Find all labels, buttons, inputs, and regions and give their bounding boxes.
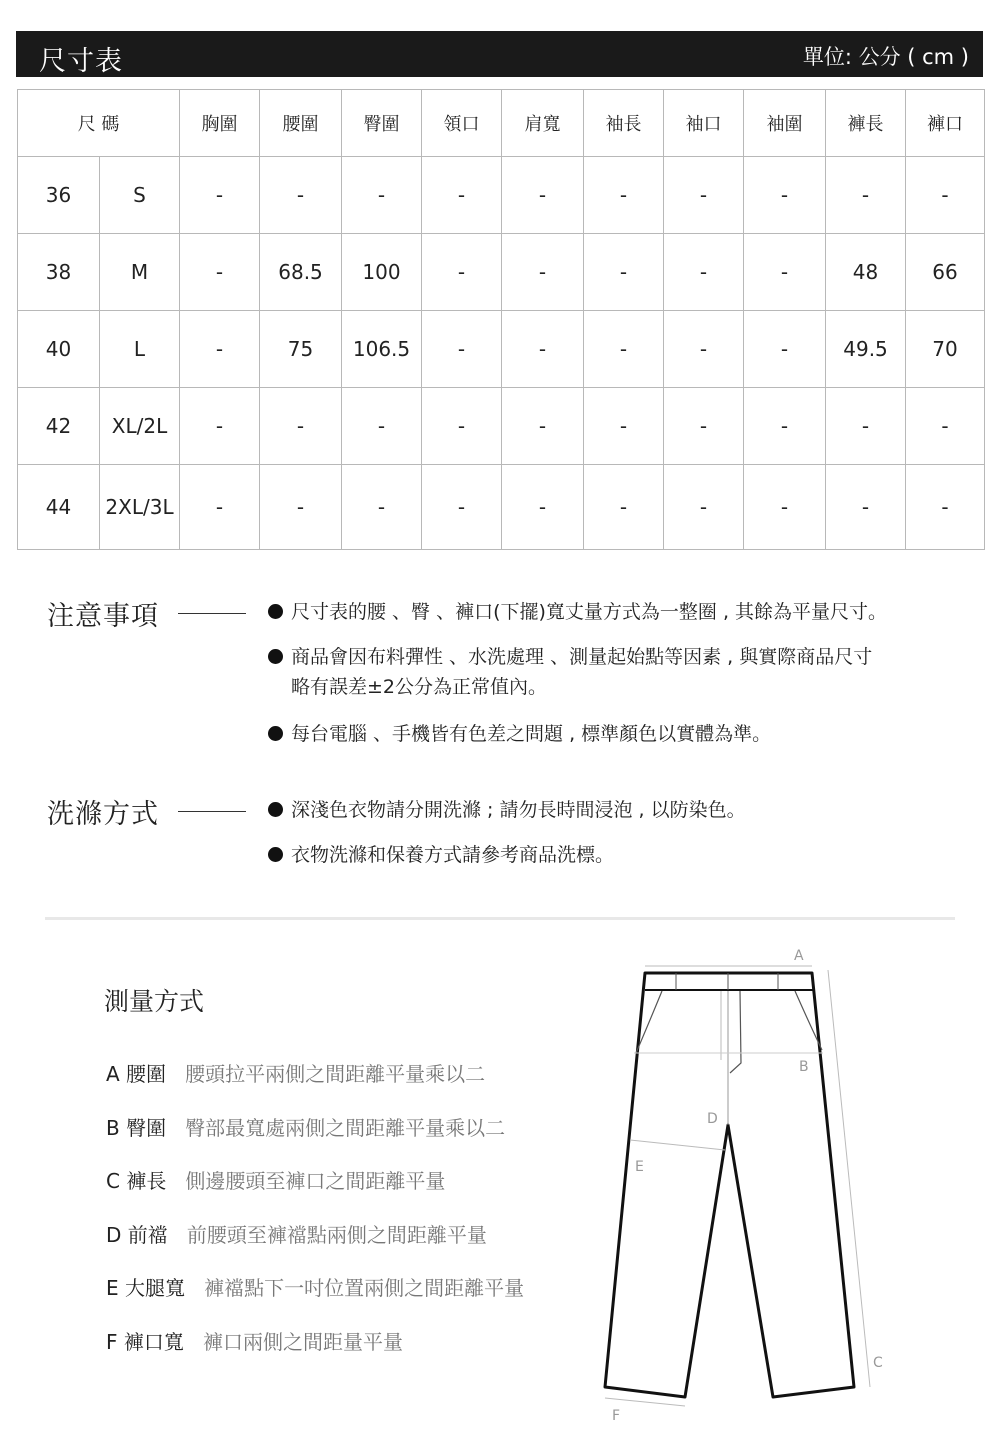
header-collar: 領口 [422,90,502,157]
size-number-cell: 36 [18,157,100,234]
measurement-cell: 48 [826,234,906,311]
measurement-cell: - [584,388,664,465]
measurement-cell: - [180,157,260,234]
measure-line-f [605,1398,685,1406]
measurement-cell: - [664,234,744,311]
measurement-cell: - [584,465,664,550]
notes-title: 注意事項 [47,601,159,632]
measurement-cell: - [744,388,826,465]
measurement-cell: - [744,465,826,550]
bullet-icon [268,649,283,664]
header-sleeve-length: 袖長 [584,90,664,157]
measurement-cell: - [502,465,584,550]
measurement-cell: - [664,311,744,388]
bullet-icon [268,604,283,619]
measurement-item: E 大腿寬 褲襠點下一吋位置兩側之間距離平量 [106,1276,525,1300]
note-item: 商品會因布料彈性 、水洗處理 、測量起始點等因素 , 與實際商品尺寸 略有誤差±2公分為正常值內。 [268,642,872,702]
measurement-cell: - [180,388,260,465]
measurement-cell: - [906,465,985,550]
diagram-label-f: F [612,1408,621,1424]
washing-title: 洗滌方式 [47,799,159,830]
header-hem: 褲口 [906,90,985,157]
header-pants-length: 褲長 [826,90,906,157]
measurement-cell: - [744,311,826,388]
unit-label: 單位: 公分 ( cm ) [802,45,969,69]
measurement-cell: - [826,465,906,550]
size-number-cell: 44 [18,465,100,550]
washing-divider [178,811,246,812]
measurement-cell: - [342,388,422,465]
measurement-cell: 100 [342,234,422,311]
size-label-cell: M [100,234,180,311]
measurement-cell: - [502,157,584,234]
measurement-cell: - [342,465,422,550]
measurement-cell: 70 [906,311,985,388]
size-number-cell: 40 [18,311,100,388]
measurement-cell: - [260,388,342,465]
table-header-row [18,90,985,157]
measurement-item: B 臀圍 臀部最寬處兩側之間距離平量乘以二 [106,1116,506,1140]
washing-item: 深淺色衣物請分開洗滌 ; 請勿長時間浸泡 , 以防染色。 [268,795,746,825]
table-row [18,234,985,311]
measurement-cell: - [584,311,664,388]
measurement-cell: - [906,388,985,465]
header-sleeve-width: 袖圍 [744,90,826,157]
measurement-cell: 66 [906,234,985,311]
size-label-cell: XL/2L [100,388,180,465]
measurement-item: F 褲口寬 褲口兩側之間距量平量 [106,1330,403,1354]
header-cuff: 袖口 [664,90,744,157]
measurement-cell: - [422,311,502,388]
header-size: 尺 碼 [18,90,180,157]
measurement-item: A 腰圍 腰頭拉平兩側之間距離平量乘以二 [106,1062,486,1086]
measurement-item: C 褲長 側邊腰頭至褲口之間距離平量 [106,1169,446,1193]
measurement-cell: - [260,157,342,234]
measurement-cell: 106.5 [342,311,422,388]
header-hip: 臀圍 [342,90,422,157]
note-item: 每台電腦 、手機皆有色差之問題 , 標準顏色以實體為準。 [268,719,771,749]
measurement-cell: - [826,388,906,465]
size-chart-header [16,31,983,77]
measurement-cell: 49.5 [826,311,906,388]
measurement-cell: 75 [260,311,342,388]
measurement-cell: - [502,311,584,388]
diagram-label-b: B [799,1059,809,1075]
measurement-cell: - [422,234,502,311]
header-chest: 胸圍 [180,90,260,157]
measurement-cell: - [180,465,260,550]
measurement-cell: - [502,388,584,465]
measurement-cell: - [826,157,906,234]
bullet-icon [268,726,283,741]
measurement-cell: 68.5 [260,234,342,311]
measurement-cell: - [422,157,502,234]
size-chart-title: 尺寸表 [39,46,123,77]
diagram-label-e: E [635,1159,644,1175]
measurement-cell: - [664,388,744,465]
diagram-label-d: D [707,1111,718,1127]
measurement-cell: - [664,157,744,234]
measurement-cell: - [906,157,985,234]
diagram-label-c: C [873,1355,883,1371]
measurement-item: D 前襠 前腰頭至褲襠點兩側之間距離平量 [106,1223,487,1247]
table-row [18,465,985,550]
size-table [17,89,985,550]
measurement-cell: - [422,388,502,465]
measurement-cell: - [502,234,584,311]
measurement-title: 測量方式 [104,987,205,1016]
size-label-cell: L [100,311,180,388]
diagram-label-a: A [794,948,804,964]
measurement-cell: - [584,234,664,311]
measurement-cell: - [744,157,826,234]
size-number-cell: 38 [18,234,100,311]
measurement-cell: - [342,157,422,234]
size-number-cell: 42 [18,388,100,465]
measurement-cell: - [180,311,260,388]
washing-item: 衣物洗滌和保養方式請參考商品洗標。 [268,840,614,870]
bullet-icon [268,847,283,862]
measurement-cell: - [422,465,502,550]
table-row [18,311,985,388]
section-divider [45,917,955,920]
size-label-cell: S [100,157,180,234]
pants-diagram [590,940,890,1430]
table-row [18,157,985,234]
notes-divider [178,613,246,614]
header-waist: 腰圍 [260,90,342,157]
measurement-cell: - [260,465,342,550]
bullet-icon [268,802,283,817]
measurement-cell: - [744,234,826,311]
size-label-cell: 2XL/3L [100,465,180,550]
measurement-cell: - [180,234,260,311]
measurement-cell: - [664,465,744,550]
measurement-cell: - [584,157,664,234]
table-row [18,388,985,465]
header-shoulder: 肩寬 [502,90,584,157]
note-item: 尺寸表的腰 、臀 、褲口(下擺)寬丈量方式為一整圈 , 其餘為平量尺寸。 [268,597,887,627]
